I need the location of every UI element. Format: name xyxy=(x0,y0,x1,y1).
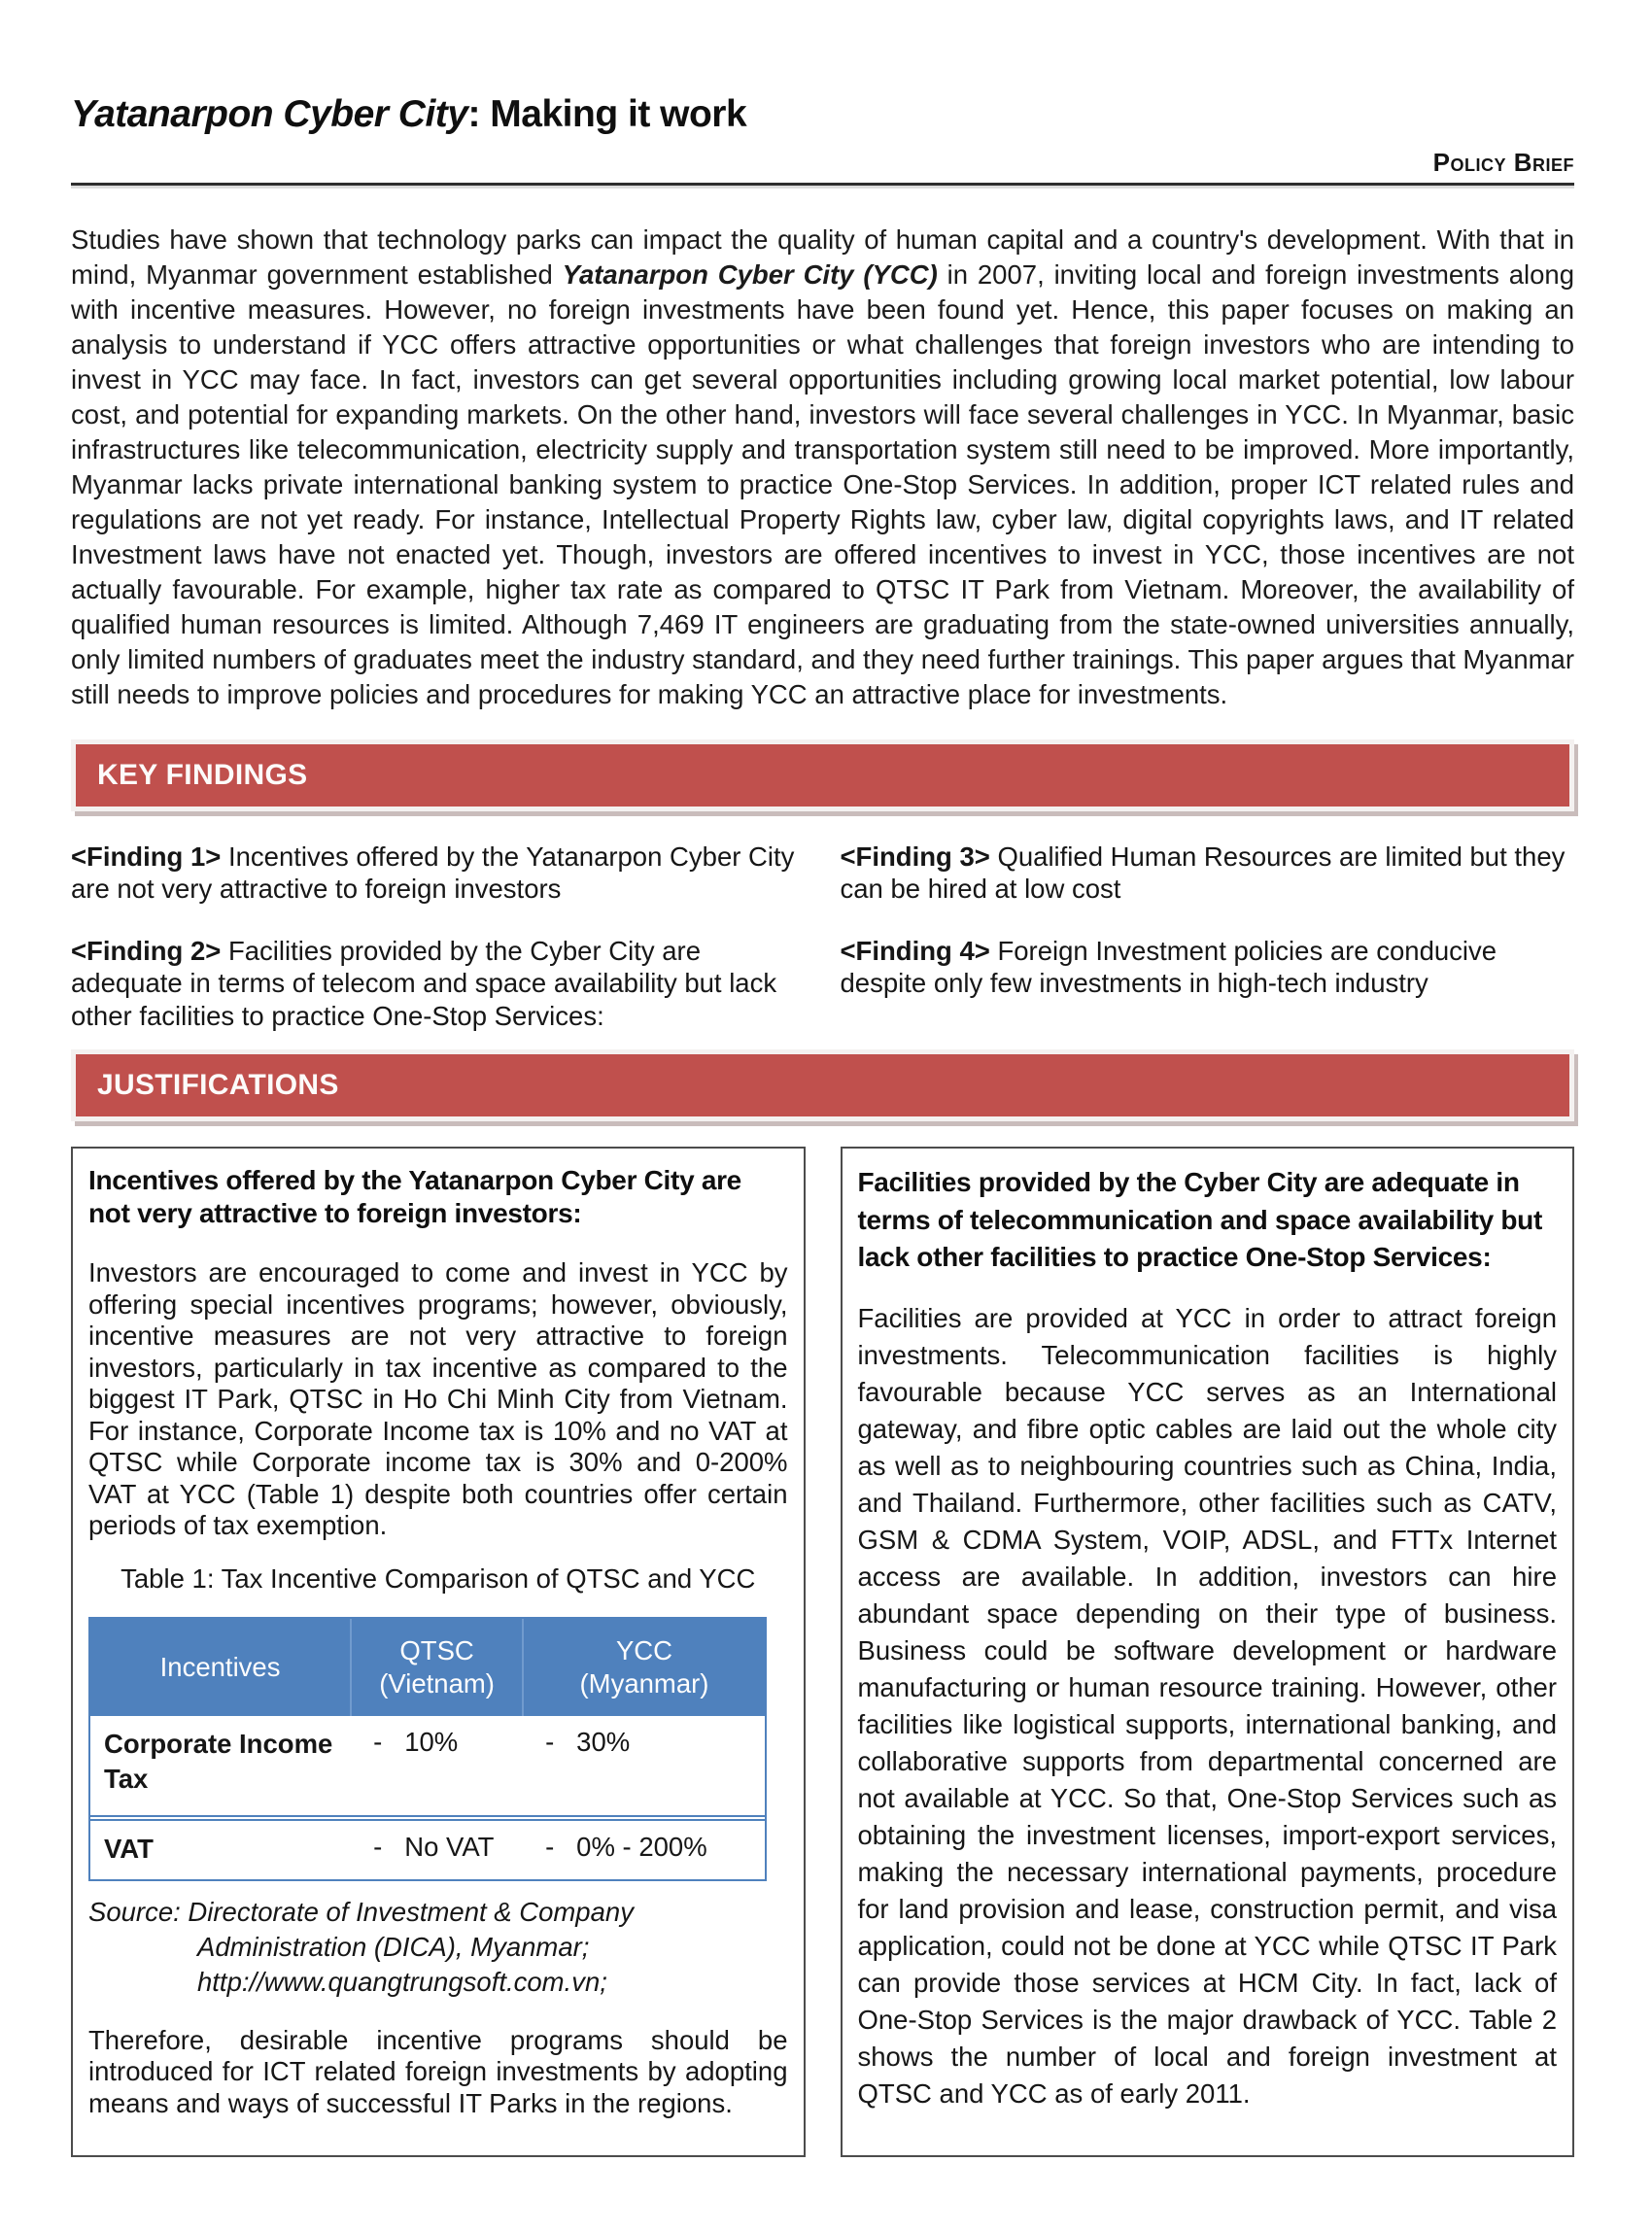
findings-left-column xyxy=(71,841,806,1033)
finding-1-label: <Finding 1> xyxy=(71,841,222,872)
finding-4-text: Foreign Investment policies are conducive despite only few investments in high-tech industry xyxy=(840,935,1497,998)
tax-table-header-incentives: Incentives xyxy=(159,1651,281,1682)
right-box-heading: Facilities provided by the Cyber City are adequate in terms of telecommunication and space availability but lack other facilities to practice One-Stop Services: xyxy=(857,1167,1543,1272)
masthead-rule xyxy=(71,183,1574,186)
finding-2 xyxy=(71,935,806,1033)
table-row xyxy=(90,1815,765,1879)
table-source-citation xyxy=(88,1895,788,2000)
finding-3 xyxy=(841,841,1575,906)
row-corporate-income-tax-qtsc: - 10% xyxy=(373,1726,459,1757)
source-line-2: Administration (DICA), Myanmar; xyxy=(197,1931,590,1962)
key-findings-heading: KEY FINDINGS xyxy=(97,758,308,791)
justification-boxes xyxy=(71,1147,1574,2157)
row-vat-qtsc: - No VAT xyxy=(373,1831,495,1862)
key-findings-banner xyxy=(71,739,1574,811)
finding-2-text: Facilities provided by the Cyber City are adequate in terms of telecom and space availability but lack other facilities to practice One-Stop Services: xyxy=(71,935,777,1031)
finding-3-label: <Finding 3> xyxy=(840,841,990,872)
document-page xyxy=(71,93,1574,2157)
table-row xyxy=(90,1716,765,1815)
abstract-part1: Studies have shown that technology parks can impact the quality of human capital and a country's development. With that in mind, Myanmar government established xyxy=(71,224,1574,290)
finding-2-label: <Finding 2> xyxy=(71,935,222,966)
row-corporate-income-tax-label: Corporate Income Tax xyxy=(104,1728,333,1794)
finding-1-text: Incentives offered by the Yatanarpon Cyber City are not very attractive to foreign investors xyxy=(71,841,795,904)
tax-incentive-table xyxy=(88,1617,767,1881)
page-title xyxy=(71,93,1574,136)
justification-box-facilities xyxy=(841,1147,1575,2157)
left-box-paragraph-1: Investors are encouraged to come and invest in YCC by offering special incentives programs; however, obviously, incentive measures are not very attractive to foreign investors, particularly in tax incentive as compared to the biggest IT Park, QTSC in Ho Chi Minh City from Vietnam. For instance, Corporate Income tax is 10% and no VAT at QTSC while Corporate income tax is 30% and 0-200% VAT at YCC (Table 1) despite both countries offer certain periods of tax exemption. xyxy=(88,1257,788,1540)
page-title-rest: : Making it work xyxy=(467,93,747,135)
justifications-heading: JUSTIFICATIONS xyxy=(97,1069,339,1101)
abstract-bold-phrase: Yatanarpon Cyber City (YCC) xyxy=(562,259,938,290)
source-line-1: Source: Directorate of Investment & Company xyxy=(88,1896,634,1927)
row-vat-ycc: - 0% - 200% xyxy=(545,1831,707,1862)
source-line-3: http://www.quangtrungsoft.com.vn; xyxy=(197,1966,607,1997)
page-title-italic-part: Yatanarpon Cyber City xyxy=(71,93,468,135)
findings-right-column xyxy=(841,841,1575,1033)
tax-table-header-qtsc: QTSC (Vietnam) xyxy=(350,1619,522,1716)
row-vat-label: VAT xyxy=(104,1833,154,1864)
findings-section xyxy=(71,841,1574,1033)
finding-1 xyxy=(71,841,806,906)
abstract-part2: in 2007, inviting local and foreign investments along with incentive measures. However, no foreign investments have been found yet. Hence, this paper focuses on making an analysis to understand if YCC offers attractive opportunities or what challenges that foreign investors who are intending to invest in YCC may face. In fact, investors can get several opportunities including growing local market potential, low labour cost, and potential for expanding markets. On the other hand, investors will face several challenges in YCC. In Myanmar, basic infrastructures like telecommunication, electricity supply and transportation system still need to be improved. More importantly, Myanmar lacks private international banking system to practice One-Stop Services. In addition, proper ICT related rules and regulations are not yet ready. For instance, Intellectual Property Rights law, cyber law, digital copyrights laws, and IT related Investment laws have not enacted yet. Though, investors are offered incentives to invest in YCC, those incentives are not actually favourable. For example, higher tax rate as compared to QTSC IT Park from Vietnam. Moreover, the availability of qualified human resources is limited. Although 7,469 IT engineers are graduating from the state-owned universities annually, only limited numbers of graduates meet the industry standard, and they need further trainings. This paper argues that Myanmar still needs to improve policies and procedures for making YCC an attractive place for investments. xyxy=(71,259,1574,709)
key-findings-banner-bar xyxy=(76,744,1569,807)
tax-table-header-ycc: YCC (Myanmar) xyxy=(522,1619,765,1716)
justifications-banner xyxy=(71,1049,1574,1121)
finding-4-label: <Finding 4> xyxy=(840,935,990,966)
doc-type-label: Policy Brief xyxy=(1432,148,1574,177)
tax-table-header-row xyxy=(90,1619,765,1716)
justifications-banner-bar xyxy=(76,1054,1569,1116)
row-corporate-income-tax-ycc: - 30% xyxy=(545,1726,631,1757)
left-box-heading: Incentives offered by the Yatanarpon Cyber City are not very attractive to foreign investors: xyxy=(88,1165,741,1228)
table-1-caption: Table 1: Tax Incentive Comparison of QTSC and YCC xyxy=(120,1562,756,1594)
right-box-paragraph-1: Facilities are provided at YCC in order to attract foreign investments. Telecommunication facilities is highly favourable because YCC serves as an International gateway, and fibre optic cables are laid out the whole city as well as to neighbouring countries such as China, India, and Thailand. Furthermore, other facilities such as CATV, GSM & CDMA System, VOIP, ADSL, and FTTx Internet access are available. In addition, investors can hire abundant space depending on their type of business. Business could be software development or hardware manufacturing or human resource training. However, other facilities like logistical supports, international banking, and collaborative supports from departmental concerned are not available at YCC. So that, One-Stop Services such as obtaining the investment licenses, import-export services, making the necessary international payments, procedure for land provision and lease, construction permit, and visa application, could not be done at YCC while QTSC IT Park can provide those services at HCM City. In fact, lack of One-Stop Services is the major drawback of YCC. Table 2 shows the number of local and foreign investment at QTSC and YCC as of early 2011. xyxy=(857,1302,1557,2109)
finding-4 xyxy=(841,935,1575,1000)
justification-box-incentives xyxy=(71,1147,806,2157)
abstract-paragraph xyxy=(71,223,1574,712)
left-box-paragraph-2: Therefore, desirable incentive programs should be introduced for ICT related foreign investments by adopting means and ways of successful IT Parks in the regions. xyxy=(88,2024,788,2118)
finding-3-text: Qualified Human Resources are limited but they can be hired at low cost xyxy=(840,841,1566,904)
